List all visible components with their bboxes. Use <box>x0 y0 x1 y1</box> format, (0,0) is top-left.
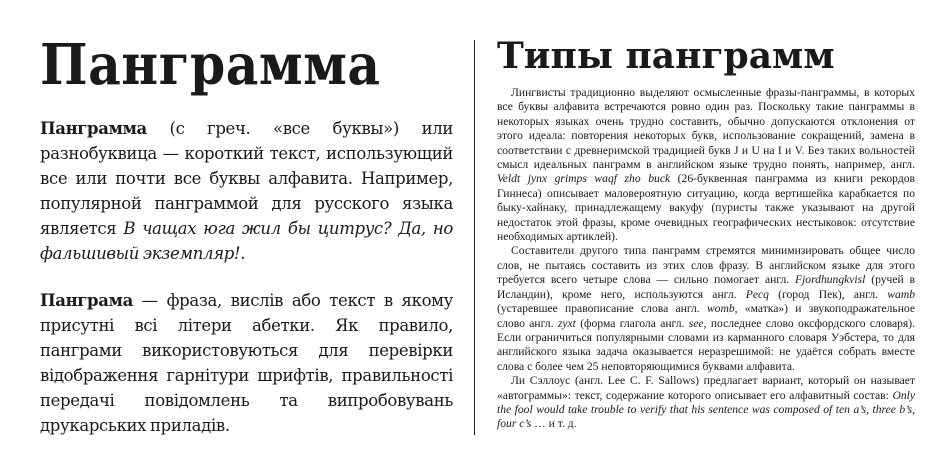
left-paragraph-2: Панграма — фраза, вислів або текст в якому присутні всі літери абетки. Як правило, панграми використовуються для перевірки відображення гарнітури шрифтів, правильності передачі повідомлень та випробовувань друкарських приладів. <box>40 291 453 435</box>
right-column <box>497 30 915 432</box>
right-paragraph-2: Составители другого типа панграмм стремятся минимизировать общее число слов, не пытаясь составить из этих слов фразу. В английском языке для этого требуется всего четыре слова — сильно помогает англ. Fjordhungkvisl (ручей в Исландии), кроме него, используются англ. Pecq (город Пек), англ. wamb (устаревшее правописание слова англ. womb, «матка») и звукоподражательное слово англ. zyxt (форма глагола англ. see, последнее слово оксфордского словаря). Если ограничиться популярными словами из карманного словаря Уэбстера, то для английского языка задача оказывается неразрешимой: не удаётся собрать вместе слова с более чем 25 неповторяющимися буквами алфавита. <box>497 244 915 373</box>
right-title: Типы панграмм <box>497 35 835 77</box>
left-title: Панграмма <box>40 32 381 98</box>
left-column <box>40 30 453 460</box>
term-pangrama: Панграма <box>40 291 133 310</box>
pangram-example: В чащах юга жил бы цитрус? Да, но фальшивый экземпляр! <box>40 219 453 263</box>
right-paragraph-3: Ли Сэллоус (англ. Lee C. F. Sallows) предлагает вариант, который он называет «автограммы»: текст, содержание которого описывает его алфавитный состав: Only the fool would take trouble to verify that his sentence was composed of ten a’s, three b’s, four c’s … и т. д. <box>497 374 915 431</box>
left-paragraph-1: Панграмма (с греч. «все буквы») или разнобуквица — короткий текст, использующий все или почти все буквы алфавита. Например, популярной панграммой для русского языка является В чащах юга жил бы цитрус? Да, но фальшивый экземпляр!. <box>40 119 453 263</box>
column-divider <box>474 40 475 435</box>
right-paragraph-1: Лингвисты традиционно выделяют осмысленные фразы-панграммы, в которых все буквы алфавита встречаются ровно один раз. Поскольку такие панграммы в некоторых языках очень трудно составить, обычно допускаются отклонения от этого идеала: повторения некоторых букв, использование сокращений, замена в соответствии с древнеримской традицией букв J и U на I и V. Без таких вольностей смысл идеальных панграмм в английском языке трудно понять, например, англ. Veldt jynx grimps waqf zho buck (26-буквенная панграмма из книги рекордов Гиннеса) описывает маловероятную ситуацию, когда вертишейка карабкается по быку-хайнаку, принадлежащему вакуфу (пуристы также указывают на другой недостаток этой фразы, кроме очевидных географических нестыковок: отсутствие необходимых артиклей). <box>497 86 915 244</box>
term-pangramma: Панграмма <box>40 119 147 138</box>
